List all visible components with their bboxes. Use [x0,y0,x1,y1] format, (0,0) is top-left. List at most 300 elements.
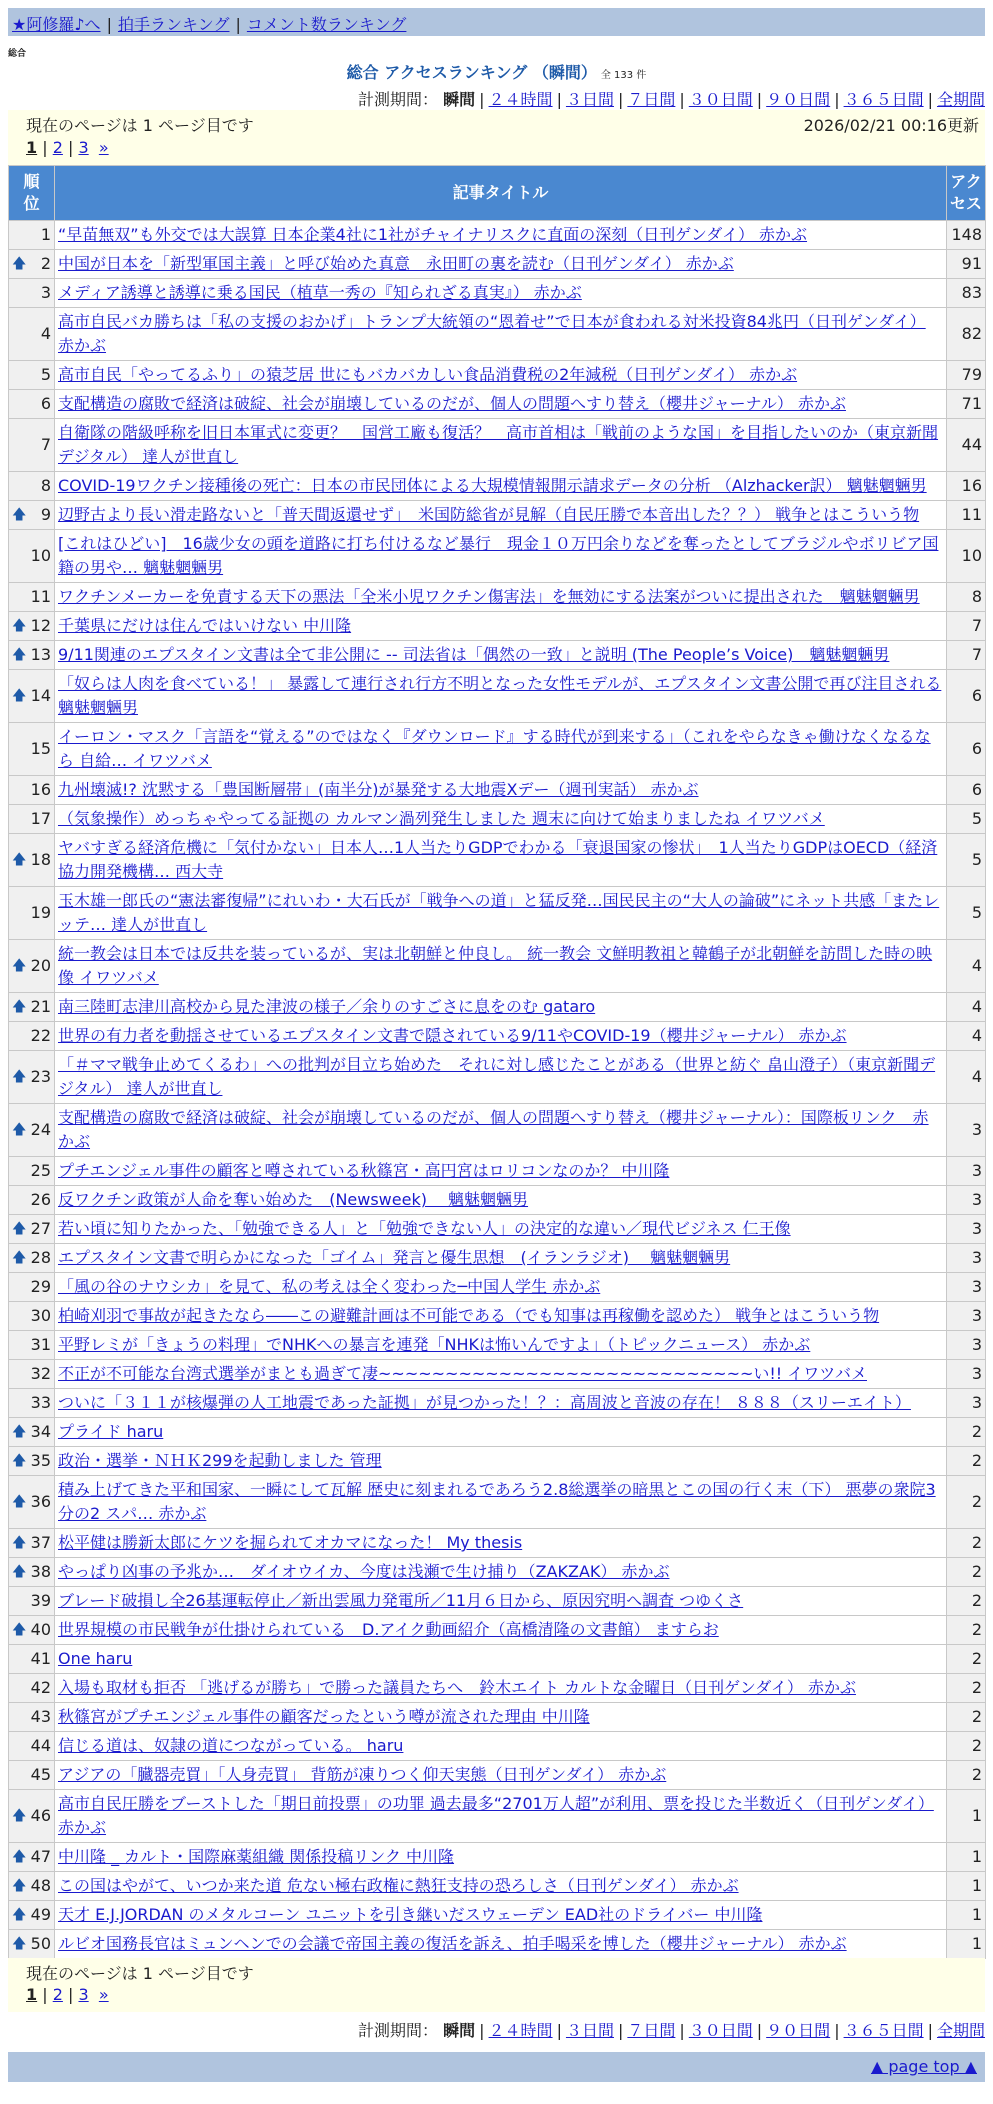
rank-number: 4 [40,324,51,343]
access-count: 2 [947,1616,986,1645]
rank-cell [9,805,55,834]
rank-cell [9,723,55,776]
table-row [9,1104,986,1157]
rank-number: 22 [30,1026,51,1045]
article-title-link[interactable]: [これはひどい] 16歳少女の頭を道路に打ち付けるなど暴行 現金１０万円余りなどを奪ったとしてブラジルやボリビア国籍の男や… 魑魅魍魎男 [58,534,939,577]
rank-cell [9,250,55,279]
title-cell [55,1389,947,1418]
title-cell [55,1790,947,1843]
category-label: 総合 [8,49,27,59]
access-count: 1 [947,1930,986,1959]
rank-cell [9,308,55,361]
table-row [9,1558,986,1587]
article-title-link[interactable]: 玉木雄一郎氏の“憲法審復帰”にれいわ・大石氏が「戦争への道」と猛反発…国民民主の“大人の論破”にネット共感「またレッテ… 達人が世直し [58,891,940,934]
table-row [9,940,986,993]
article-title-link[interactable]: 支配構造の腐敗で経済は破綻、社会が崩壊しているのだが、個人の問題へすり替え（櫻井ジャーナル）：国際板リンク 赤かぶ [58,1108,929,1151]
table-row [9,1761,986,1790]
ranking-table [8,165,986,1959]
access-count: 1 [947,1843,986,1872]
rank-cell [9,1273,55,1302]
pager-page-3[interactable]: 3 [78,138,89,157]
ranking-title: 総合 アクセスランキング （瞬間） [346,63,597,82]
article-title-link[interactable]: 反ワクチン政策が人命を奪い始めた (Newsweek) 魑魅魍魎男 [58,1190,529,1209]
rank-number: 50 [30,1934,51,1953]
access-count: 3 [947,1186,986,1215]
rank-cell [9,221,55,250]
pager-next[interactable]: » [98,1985,109,2004]
nav-separator: | [106,15,112,34]
rank-up-arrow-icon: 🡅 [12,1936,27,1952]
title-cell [55,1930,947,1959]
title-cell [55,1051,947,1104]
title-cell [55,834,947,887]
rank-up-arrow-icon: 🡅 [12,1622,27,1638]
rank-number: 49 [30,1905,51,1924]
title-cell [55,940,947,993]
table-row [9,1587,986,1616]
article-title-link[interactable]: 高市自民圧勝をブーストした「期日前投票」の功罪 過去最多“2701万人超”が利用、票を投じた半数近く（日刊ゲンダイ） 赤かぶ [58,1794,934,1837]
rank-number: 32 [30,1364,51,1383]
table-row [9,419,986,472]
period-sep: | [834,90,840,109]
article-title-link[interactable]: 政治・選挙・ＮＨＫ299を起動しました 管理 [58,1451,382,1470]
rank-number: 40 [30,1620,51,1639]
pager-page-1-current: 1 [26,138,38,157]
table-row [9,834,986,887]
period-sep: | [756,2021,763,2040]
table-row [9,1843,986,1872]
article-title-link[interactable]: 九州壊滅!? 沈黙する「豊国断層帯」(南半分)が暴発する大地震Xデー（週刊実話） 赤かぶ [58,780,699,799]
table-row [9,993,986,1022]
title-cell [55,1186,947,1215]
access-count: 3 [947,1244,986,1273]
period-label: 計測期間： [358,2021,439,2040]
article-title-link[interactable]: 支配構造の腐敗で経済は破綻、社会が崩壊しているのだが、個人の問題へすり替え（櫻井ジャーナル） 赤かぶ [58,394,846,413]
article-title-link[interactable]: One haru [58,1649,133,1668]
period-sep: | [679,2021,685,2040]
period-link-3d[interactable]: ３日間 [565,90,614,109]
rank-number: 14 [30,686,51,705]
article-title-link[interactable]: （気象操作）めっちゃやってる証拠の カルマン渦列発生しました 週末に向けて始まりましたね イワツバメ [58,809,825,828]
rank-cell [9,390,55,419]
article-title-link[interactable]: 入場も取材も拒否 「逃げるが勝ち」で勝った議員たちへ 鈴木エイト カルトな金曜日（日刊ゲンダイ） 赤かぶ [58,1678,856,1697]
pager-page-3[interactable]: 3 [78,1985,89,2004]
title-cell [55,250,947,279]
rank-cell [9,1215,55,1244]
rank-cell [9,993,55,1022]
access-count: 2 [947,1703,986,1732]
period-link-all[interactable]: 全期間 [936,2021,985,2040]
table-row [9,887,986,940]
rank-cell [9,1051,55,1104]
rank-number: 2 [40,254,51,273]
access-count: 4 [947,1051,986,1104]
title-cell [55,361,947,390]
title-cell [55,221,947,250]
rank-cell [9,1901,55,1930]
access-count: 3 [947,1302,986,1331]
article-title-link[interactable]: メディア誘導と誘導に乗る国民（植草一秀の『知られざる真実』） 赤かぶ [58,283,582,302]
access-count: 71 [947,390,986,419]
rank-cell [9,887,55,940]
rank-number: 17 [30,809,51,828]
title-cell [55,1104,947,1157]
rank-up-arrow-icon: 🡅 [12,999,27,1015]
rank-cell [9,1732,55,1761]
rank-number: 48 [30,1876,51,1895]
table-row [9,1674,986,1703]
rank-cell [9,1186,55,1215]
access-count: 82 [947,308,986,361]
article-title-link[interactable]: アジアの「臓器売買」「人身売買」 背筋が凍りつく仰天実態（日刊ゲンダイ） 赤かぶ [58,1765,667,1784]
period-link-24h[interactable]: ２４時間 [488,90,553,109]
pager-next[interactable]: » [98,138,109,157]
period-sep: | [556,2021,562,2040]
article-title-link[interactable]: 若い頃に知りたかった、「勉強できる人」と「勉強できない人」の決定的な違い／現代ビジネス 仁王像 [58,1219,791,1238]
pager-page-2[interactable]: 2 [52,138,63,157]
rank-number: 10 [30,546,51,565]
article-title-link[interactable]: 辺野古より長い滑走路ないと「普天間返還せず」 米国防総省が見解（自民圧勝で本音出した？？） 戦争とはこういう物 [58,505,920,524]
rank-cell [9,612,55,641]
home-link[interactable]: ★阿修羅♪へ [12,15,101,34]
rank-number: 23 [30,1067,51,1086]
article-title-link[interactable]: 中川隆 _ カルト・国際麻薬組織 関係投稿リンク 中川隆 [58,1847,455,1866]
rank-up-arrow-icon: 🡅 [12,1122,27,1138]
rank-up-arrow-icon: 🡅 [12,1250,27,1266]
period-label: 計測期間： [358,90,439,109]
access-count: 6 [947,723,986,776]
rank-cell [9,1587,55,1616]
pager-top [8,110,985,165]
period-link-30d[interactable]: ３０日間 [688,2021,753,2040]
rank-number: 42 [30,1678,51,1697]
title-cell [55,1761,947,1790]
table-row [9,612,986,641]
period-sep: | [679,90,685,109]
period-link-90d[interactable]: ９０日間 [766,2021,831,2040]
rank-cell [9,1930,55,1959]
rank-cell [9,1389,55,1418]
table-row [9,1360,986,1389]
nav-separator: | [235,15,241,34]
access-count: 1 [947,1872,986,1901]
access-count: 5 [947,805,986,834]
article-title-link[interactable]: プチエンジェル事件の顧客と噂されている秋篠宮・高円宮はロリコンなのか？ 中川隆 [58,1161,670,1180]
article-title-link[interactable]: 天才 E.J.JORDAN のメタルコーン ユニットを引き継いだスウェーデン EAD社のドライバー 中川隆 [58,1905,763,1924]
title-cell [55,472,947,501]
rank-up-arrow-icon: 🡅 [12,1907,27,1923]
access-count: 1 [947,1790,986,1843]
rank-cell [9,670,55,723]
title-cell [55,501,947,530]
rank-up-arrow-icon: 🡅 [12,618,27,634]
pager-sep: | [42,1985,48,2004]
article-title-link[interactable]: ルビオ国務長官はミュンヘンでの会議で帝国主義の復活を訴え、拍手喝采を博した（櫻井ジャーナル） 赤かぶ [58,1934,847,1953]
rank-up-arrow-icon: 🡅 [12,1849,27,1865]
rank-number: 43 [30,1707,51,1726]
access-count: 5 [947,887,986,940]
article-title-link[interactable]: 高市自民バカ勝ちは「私の支援のおかげ」トランプ大統領の“恩着せ”で日本が食われる対米投資84兆円（日刊ゲンダイ） 赤かぶ [58,312,926,355]
ranking-heading [0,60,993,83]
period-link-365d[interactable]: ３６５日間 [843,90,924,109]
article-title-link[interactable]: 不正が不可能な台湾式選挙がまとも過ぎて凄~~~~~~~~~~~~~~~~~~~~~~~~~~~~い!! イワツバメ [58,1364,867,1383]
rank-cell [9,1558,55,1587]
article-title-link[interactable]: 柏崎刈羽で事故が起きたなら――この避難計画は不可能である（でも知事は再稼働を認めた） 戦争とはこういう物 [58,1306,880,1325]
title-cell [55,530,947,583]
table-row [9,1732,986,1761]
period-link-365d[interactable]: ３６５日間 [843,2021,924,2040]
table-row [9,1901,986,1930]
header-access [947,166,986,221]
pager-bottom [8,1958,985,2012]
rank-up-arrow-icon: 🡅 [12,647,27,663]
rank-cell [9,1761,55,1790]
rank-number: 39 [30,1591,51,1610]
title-cell [55,887,947,940]
article-title-link[interactable]: ついに「３１１が核爆弾の人工地震であった証拠」が見つかった！？：高周波と音波の存在！ ８８８（スリーエイト） [58,1393,911,1412]
table-row [9,1790,986,1843]
period-link-7d[interactable]: ７日間 [627,90,676,109]
article-title-link[interactable]: この国はやがて、いつか来た道 危ない極右政権に熱狂支持の恐ろしさ（日刊ゲンダイ） 赤かぶ [58,1876,739,1895]
access-count: 8 [947,583,986,612]
period-sep: | [927,90,933,109]
pager-current-text: 現在のページは 1 ページ目です [26,116,254,135]
table-row [9,1447,986,1476]
article-title-link[interactable]: 自衛隊の階級呼称を旧日本軍式に変更？ 国営工廠も復活？ 高市首相は「戦前のような国」を目指したいのか（東京新聞デジタル） 達人が世直し [58,423,939,466]
period-link-30d[interactable]: ３０日間 [688,90,753,109]
rank-cell [9,1157,55,1186]
article-title-link[interactable]: ブレード破損し全26基運転停止／新出雲風力発電所／11月６日から、原因究明へ調査 つゆくさ [58,1591,744,1610]
rank-cell [9,1674,55,1703]
period-sep: | [927,2021,933,2040]
access-count: 4 [947,940,986,993]
title-cell [55,776,947,805]
table-row [9,1273,986,1302]
access-count: 2 [947,1447,986,1476]
article-title-link[interactable]: 南三陸町志津川高校から見た津波の様子／余りのすごさに息をのむ gataro [58,997,596,1016]
rank-number: 35 [30,1451,51,1470]
table-row [9,1872,986,1901]
rank-cell [9,1645,55,1674]
title-cell [55,583,947,612]
table-row [9,250,986,279]
title-cell [55,1732,947,1761]
rank-number: 36 [30,1492,51,1511]
rank-cell [9,361,55,390]
rank-number: 28 [30,1248,51,1267]
period-sep: | [556,90,562,109]
article-title-link[interactable]: 千葉県にだけは住んではいけない 中川隆 [58,616,352,635]
table-row [9,221,986,250]
rank-up-arrow-icon: 🡅 [12,1221,27,1237]
rank-up-arrow-icon: 🡅 [12,1878,27,1894]
top-nav-bar [8,8,985,36]
article-title-link[interactable]: 世界規模の市民戦争が仕掛けられている D.アイク動画紹介（高橋清隆の文書館） ますらお [58,1620,719,1639]
period-sep: | [756,90,763,109]
period-current: 瞬間 [443,2021,476,2040]
ranking-count: 全 133 件 [600,70,647,81]
pager-page-1-current: 1 [26,1985,38,2004]
table-row [9,361,986,390]
access-count: 2 [947,1732,986,1761]
access-count: 7 [947,641,986,670]
rank-up-arrow-icon: 🡅 [12,256,27,272]
period-link-90d[interactable]: ９０日間 [766,90,831,109]
rank-up-arrow-icon: 🡅 [12,1808,27,1824]
article-title-link[interactable]: 秋篠宮がプチエンジェル事件の顧客だったという噂が流された理由 中川隆 [58,1707,590,1726]
article-title-link[interactable]: COVID-19ワクチン接種後の死亡：日本の市民団体による大規模情報開示請求データの分析 （Alzhacker訳） 魑魅魍魎男 [58,476,927,495]
table-row [9,308,986,361]
rank-cell [9,1529,55,1558]
access-count: 83 [947,279,986,308]
title-cell [55,670,947,723]
access-count: 10 [947,530,986,583]
article-title-link[interactable]: 統一教会は日本では反共を装っているが、実は北朝鮮と仲良し。 統一教会 文鮮明教祖と韓鶴子が北朝鮮を訪問した時の映像 イワツバメ [58,944,933,987]
title-cell [55,1244,947,1273]
table-row [9,501,986,530]
access-count: 2 [947,1476,986,1529]
access-count: 2 [947,1558,986,1587]
table-row [9,279,986,308]
article-title-link[interactable]: やっぱり凶事の予兆か… ダイオウイカ、今度は浅瀬で生け捕り（ZAKZAK） 赤かぶ [58,1562,670,1581]
title-cell [55,1215,947,1244]
table-row [9,670,986,723]
table-row [9,472,986,501]
rank-number: 30 [30,1306,51,1325]
access-count: 3 [947,1215,986,1244]
table-row [9,776,986,805]
rank-up-arrow-icon: 🡅 [12,1453,27,1469]
rank-cell [9,530,55,583]
title-cell [55,1901,947,1930]
rank-number: 13 [30,645,51,664]
access-count: 4 [947,1022,986,1051]
table-row [9,1389,986,1418]
access-count: 2 [947,1587,986,1616]
article-title-link[interactable]: プライド haru [58,1422,164,1441]
access-count: 3 [947,1360,986,1389]
article-title-link[interactable]: 松平健は勝新太郎にケツを掘られてオカマになった！ My thesis [58,1533,523,1552]
article-title-link[interactable]: 「＃ママ戦争止めてくるわ」への批判が目立ち始めた それに対し感じたことがある（世界と紡ぐ 畠山澄子）（東京新聞デジタル） 達人が世直し [58,1055,936,1098]
table-row [9,1476,986,1529]
access-count: 2 [947,1645,986,1674]
rank-number: 20 [30,956,51,975]
period-selector-top [358,87,985,110]
rank-up-arrow-icon: 🡅 [12,1494,27,1510]
rank-cell [9,940,55,993]
rank-number: 24 [30,1120,51,1139]
title-cell [55,1703,947,1732]
rank-number: 9 [40,505,51,524]
rank-number: 1 [40,225,51,244]
rank-number: 6 [40,394,51,413]
rank-cell [9,583,55,612]
title-cell [55,1616,947,1645]
title-cell [55,1022,947,1051]
access-count: 3 [947,1273,986,1302]
rank-number: 44 [30,1736,51,1755]
rank-cell [9,1022,55,1051]
rank-number: 15 [30,739,51,758]
article-title-link[interactable]: 「奴らは人肉を食べている！」 暴露して連行され行方不明となった女性モデルが、エプスタイン文書公開で再び注目される 魑魅魍魎男 [58,674,942,717]
title-cell [55,1843,947,1872]
access-count: 3 [947,1104,986,1157]
article-title-link[interactable]: 9/11関連のエプスタイン文書は全て非公開に -- 司法省は「偶然の一致」と説明 (The People’s Voice) 魑魅魍魎男 [58,645,890,664]
period-link-3d[interactable]: ３日間 [565,2021,614,2040]
access-count: 6 [947,670,986,723]
title-cell [55,1157,947,1186]
pager-page-2[interactable]: 2 [52,1985,63,2004]
article-title-link[interactable]: 平野レミが「きょうの料理」でNHKへの暴言を連発「NHKは怖いんですよ」（トピックニュース） 赤かぶ [58,1335,811,1354]
title-cell [55,1558,947,1587]
article-title-link[interactable]: 「風の谷のナウシカ」を見て、私の考えは全く変わった─中国人学生 赤かぶ [58,1277,601,1296]
rank-number: 34 [30,1422,51,1441]
rank-number: 19 [30,903,51,922]
pager-sep: | [68,1985,74,2004]
table-row [9,641,986,670]
article-title-link[interactable]: 中国が日本を「新型軍国主義」と呼び始めた真意 永田町の裏を読む（日刊ゲンダイ） 赤かぶ [58,254,734,273]
article-title-link[interactable]: “早苗無双”も外交では大誤算 日本企業4社に1社がチャイナリスクに直面の深刻（日刊ゲンダイ） 赤かぶ [58,225,808,244]
rank-number: 12 [30,616,51,635]
period-sep: | [479,2021,485,2040]
article-title-link[interactable]: 世界の有力者を動揺させているエプスタイン文書で隠されている9/11やCOVID-19（櫻井ジャーナル） 赤かぶ [58,1026,847,1045]
rank-up-arrow-icon: 🡅 [12,1564,27,1580]
title-cell [55,1645,947,1674]
period-link-all[interactable]: 全期間 [936,90,985,109]
rank-cell [9,1872,55,1901]
article-title-link[interactable]: ワクチンメーカーを免責する天下の悪法「全米小児ワクチン傷害法」を無効にする法案がついに提出された 魑魅魍魎男 [58,587,920,606]
pager-links [26,138,109,157]
access-count: 1 [947,1901,986,1930]
rank-number: 25 [30,1161,51,1180]
access-count: 11 [947,501,986,530]
page-top-link[interactable]: ▲ page top ▲ [870,2057,977,2076]
rank-cell [9,641,55,670]
title-cell [55,1674,947,1703]
rank-number: 16 [30,780,51,799]
rank-number: 46 [30,1806,51,1825]
rank-up-arrow-icon: 🡅 [12,1069,27,1085]
period-sep: | [617,90,624,109]
title-cell [55,279,947,308]
title-cell [55,723,947,776]
clap-ranking-link[interactable]: 拍手ランキング [117,15,230,34]
article-title-link[interactable]: 信じる道は、奴隷の道につながっている。 haru [58,1736,404,1755]
rank-number: 18 [30,850,51,869]
article-title-link[interactable]: エプスタイン文書で明らかになった「ゴイム」発言と優生思想 (イランラジオ) 魑魅魍魎男 [58,1248,731,1267]
rank-number: 11 [30,587,51,606]
access-count: 2 [947,1761,986,1790]
rank-cell [9,834,55,887]
period-link-24h[interactable]: ２４時間 [488,2021,553,2040]
rank-number: 8 [40,476,51,495]
table-row [9,805,986,834]
table-row [9,390,986,419]
article-title-link[interactable]: 高市自民「やってるふり」の猿芝居 世にもバカバカしい食品消費税の2年減税（日刊ゲンダイ） 赤かぶ [58,365,798,384]
table-row [9,1157,986,1186]
table-row [9,1051,986,1104]
rank-number: 3 [40,283,51,302]
article-title-link[interactable]: イーロン・マスク「言語を“覚える”のではなく『ダウンロード』する時代が到来する」（これをやらなきゃ働けなくなるなら 自給… イワツバメ [58,727,931,770]
comment-ranking-link[interactable]: コメント数ランキング [246,15,407,34]
article-title-link[interactable]: 積み上げてきた平和国家、一瞬にして瓦解 歴史に刻まれるであろう2.8総選挙の暗黒とこの国の行く末（下） 悪夢の衆院3分の2 スパ… 赤かぶ [58,1480,936,1523]
title-cell [55,390,947,419]
article-title-link[interactable]: ヤバすぎる経済危機に「気付かない」日本人…1人当たりGDPでわかる「衰退国家の惨状」 1人当たりGDPはOECD（経済協力開発機構… 西大寺 [58,838,938,881]
access-count: 16 [947,472,986,501]
rank-number: 41 [30,1649,51,1668]
period-link-7d[interactable]: ７日間 [627,2021,676,2040]
rank-cell [9,1331,55,1360]
